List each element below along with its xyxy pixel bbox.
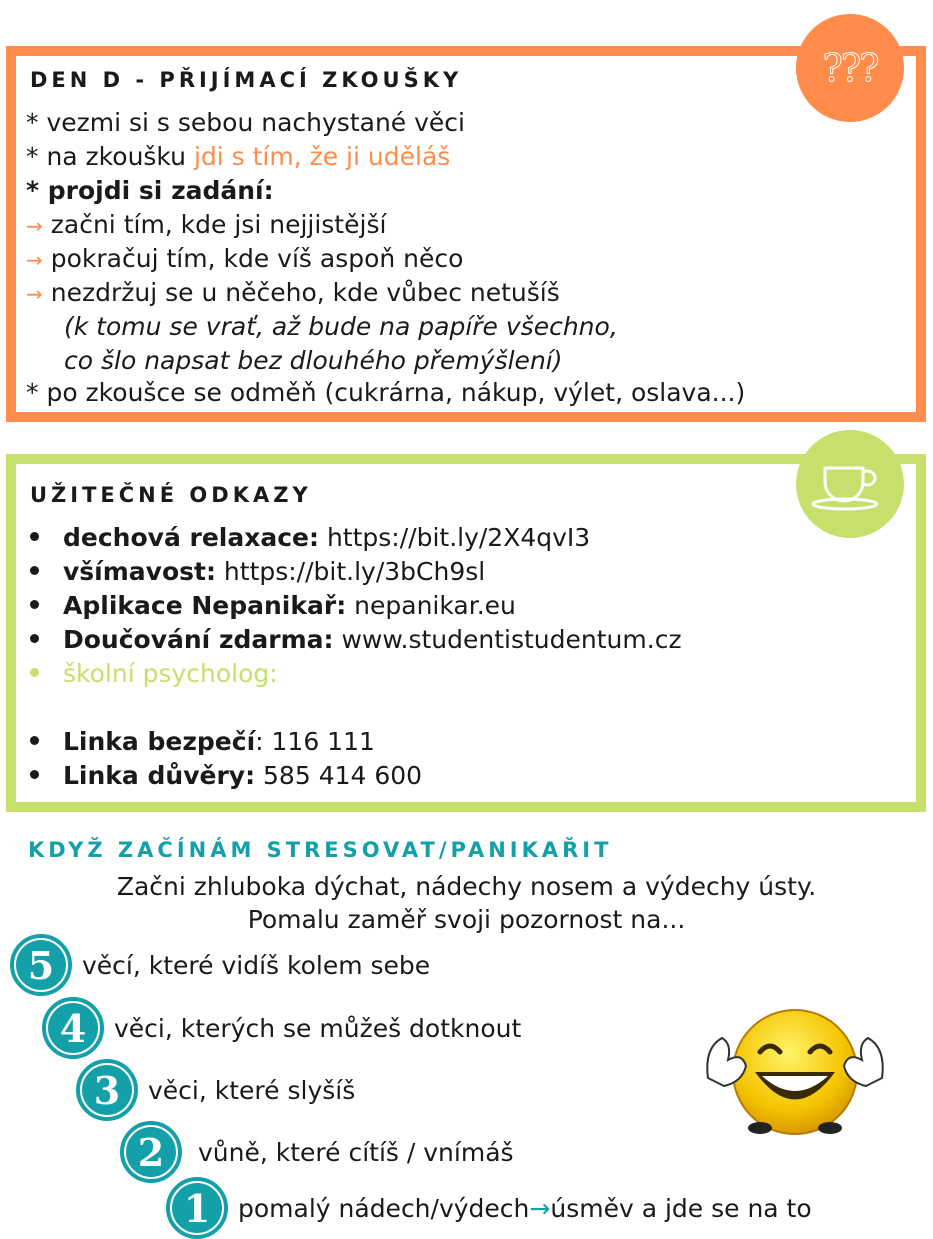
step-1: 1 pomalý nádech/výdech→úsměv a jde se na to xyxy=(166,1178,812,1238)
exam-arrow-line-3: → nezdržuj se u něčeho, kde vůbec netušíš xyxy=(26,278,560,307)
stress-intro-2: Pomalu zaměř svoji pozornost na... xyxy=(247,905,686,934)
link-url[interactable]: nepanikar.eu xyxy=(346,591,516,620)
number-4-icon: 4 xyxy=(42,997,104,1059)
cup-badge xyxy=(796,430,904,538)
link-item: Doučování zdarma: www.studentistudentum.cz xyxy=(30,625,682,655)
exam-line-2-prefix: * na zkoušku xyxy=(26,142,194,171)
stress-heading: KDYŽ ZAČÍNÁM STRESOVAT/PANIKAŘIT xyxy=(28,838,613,862)
step-3: 3 věci, které slyšíš xyxy=(76,1060,355,1120)
bullet-icon xyxy=(30,634,39,643)
bullet-icon xyxy=(30,736,39,745)
number-2-icon: 2 xyxy=(120,1121,182,1183)
exam-italic-1: (k tomu se vrať, až bude na papíře všechno, xyxy=(64,312,618,341)
exam-line-1: * vezmi si s sebou nachystané věci xyxy=(26,108,465,137)
stress-intro-1: Začni zhluboka dýchat, nádechy nosem a výdechy ústy. xyxy=(116,872,817,901)
smiley-fingers-crossed-icon xyxy=(700,1000,890,1140)
exam-italic-2: co šlo napsat bez dlouhého přemýšlení) xyxy=(64,346,563,375)
number-3-icon: 3 xyxy=(76,1059,138,1121)
link-item: Aplikace Nepanikař: nepanikar.eu xyxy=(30,591,516,621)
arrow-right-icon: → xyxy=(529,1193,551,1223)
arrow-right-icon: → xyxy=(26,248,43,272)
bullet-icon xyxy=(30,566,39,575)
link-url[interactable]: https://bit.ly/3bCh9sl xyxy=(215,557,486,586)
number-5-icon: 5 xyxy=(10,934,72,996)
link-item: všímavost: https://bit.ly/3bCh9sl xyxy=(30,557,485,587)
useful-links-heading: UŽITEČNÉ ODKAZY xyxy=(30,483,312,507)
exam-arrow-line-1: → začni tím, kde jsi nejjistější xyxy=(26,210,387,239)
bullet-icon xyxy=(30,668,39,677)
question-marks-badge xyxy=(796,14,904,122)
link-url[interactable]: www.studentistudentum.cz xyxy=(333,625,682,654)
bullet-icon xyxy=(30,770,39,779)
arrow-right-icon: → xyxy=(26,214,43,238)
bullet-icon xyxy=(30,532,39,541)
arrow-right-icon: → xyxy=(26,282,43,306)
question-marks-icon: ??? xyxy=(822,46,878,90)
link-item: Linka bezpečí: 116 111 xyxy=(30,727,375,757)
exam-line-last: * po zkoušce se odměň (cukrárna, nákup, výlet, oslava...) xyxy=(26,378,746,407)
exam-day-heading: DEN D - PŘIJÍMACÍ ZKOUŠKY xyxy=(30,68,463,92)
exam-line-2-highlight: jdi s tím, že ji uděláš xyxy=(193,142,451,171)
exam-line-3: * projdi si zadání: xyxy=(26,176,274,205)
step-4: 4 věci, kterých se můžeš dotknout xyxy=(42,998,521,1058)
link-item: Linka důvěry: 585 414 600 xyxy=(30,761,422,791)
bullet-icon xyxy=(30,600,39,609)
link-item: školní psycholog: xyxy=(30,659,278,689)
exam-line-2 xyxy=(26,142,450,172)
link-item: dechová relaxace: https://bit.ly/2X4qvI3 xyxy=(30,523,590,553)
link-url[interactable]: https://bit.ly/2X4qvI3 xyxy=(319,523,591,552)
exam-arrow-line-2: → pokračuj tím, kde víš aspoň něco xyxy=(26,244,464,273)
teacup-icon xyxy=(805,454,895,514)
step-2: 2 vůně, které cítíš / vnímáš xyxy=(120,1122,514,1182)
step-5: 5 věcí, které vidíš kolem sebe xyxy=(10,935,430,995)
number-1-icon: 1 xyxy=(166,1177,228,1239)
